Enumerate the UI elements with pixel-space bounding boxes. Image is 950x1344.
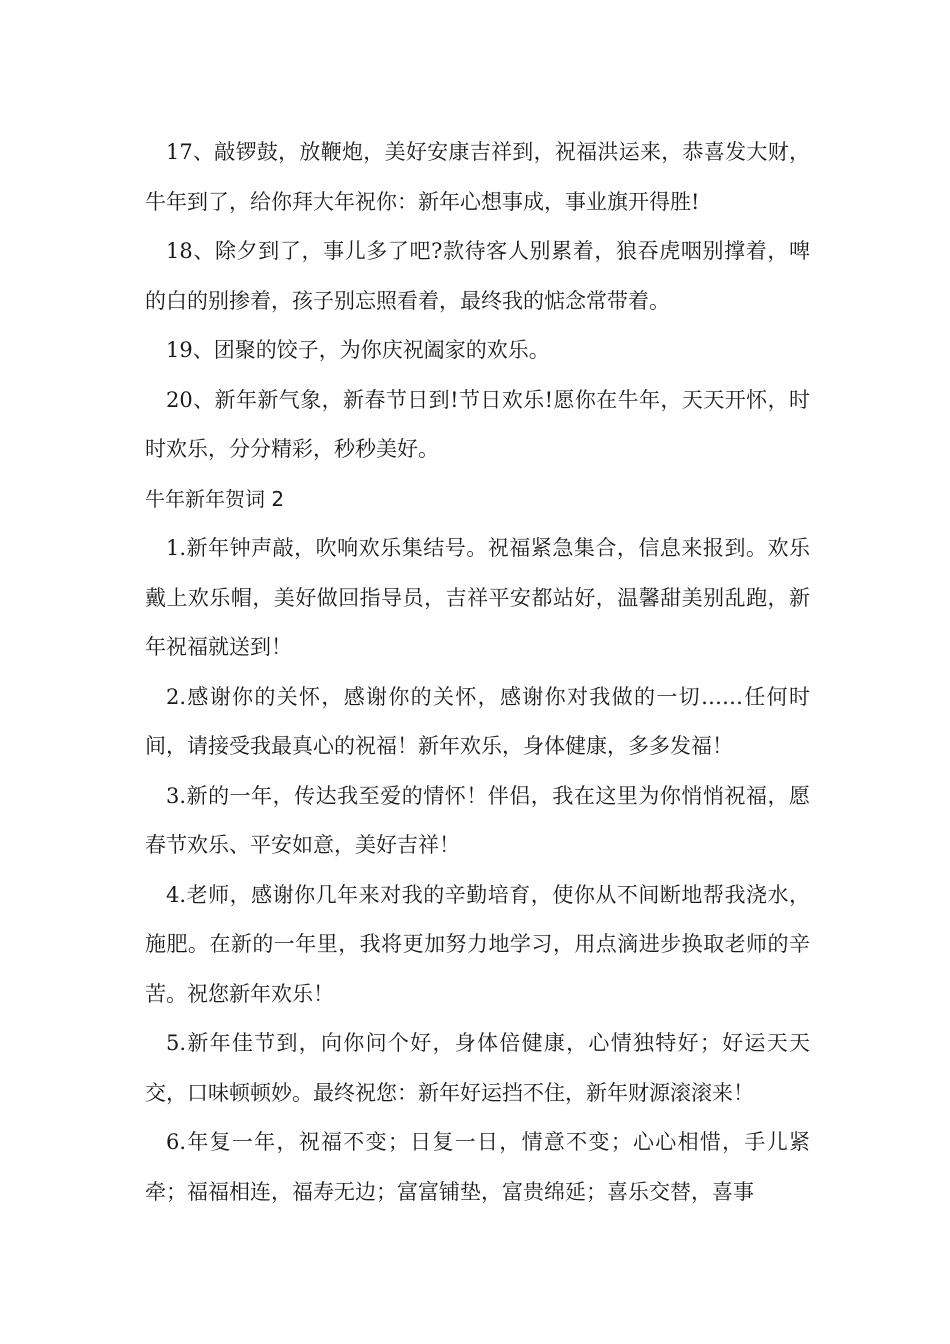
paragraph-item-3: 3.新的一年，传达我至爱的情怀！伴侣，我在这里为你悄悄祝福，愿春节欢乐、平安如意，美好吉祥！ — [145, 783, 810, 857]
paragraph-18: 18、除夕到了，事儿多了吧?款待客人别累着，狼吞虎咽别撑着，啤的白的别掺着，孩子别忘照看着，最终我的惦念常带着。 — [145, 239, 810, 313]
paragraph-item-1: 1.新年钟声敲，吹响欢乐集结号。祝福紧急集合，信息来报到。欢乐戴上欢乐帽，美好做回指导员，吉祥平安都站好，温馨甜美别乱跑，新年祝福就送到！ — [145, 536, 810, 659]
section-heading: 牛年新年贺词 2 — [145, 486, 285, 511]
document-body — [145, 128, 810, 1217]
paragraph-20: 20、新年新气象，新春节日到!节日欢乐!愿你在牛年，天天开怀，时时欢乐，分分精彩，秒秒美好。 — [145, 387, 810, 461]
paragraph-item-5: 5.新年佳节到，向你问个好，身体倍健康，心情独特好；好运天天交，口味顿顿妙。最终祝您：新年好运挡不住，新年财源滚滚来！ — [145, 1031, 810, 1105]
paragraph-19: 19、团聚的饺子，为你庆祝阖家的欢乐。 — [166, 338, 550, 362]
paragraph-item-6: 6.年复一年，祝福不变；日复一日，情意不变；心心相惜，手儿紧牵；福福相连，福寿无边；富富铺垫，富贵绵延；喜乐交替，喜事 — [145, 1130, 810, 1204]
paragraph-item-4: 4.老师，感谢你几年来对我的辛勤培育，使你从不间断地帮我浇水，施肥。在新的一年里，我将更加努力地学习，用点滴进步换取老师的辛苦。祝您新年欢乐！ — [145, 882, 810, 1006]
paragraph-17: 17、敲锣鼓，放鞭炮，美好安康吉祥到，祝福洪运来，恭喜发大财，牛年到了，给你拜大年祝你：新年心想事成，事业旗开得胜! — [145, 140, 810, 214]
paragraph-item-2: 2.感谢你的关怀，感谢你的关怀，感谢你对我做的一切……任何时间，请接受我最真心的祝福！新年欢乐，身体健康，多多发福！ — [145, 684, 810, 758]
